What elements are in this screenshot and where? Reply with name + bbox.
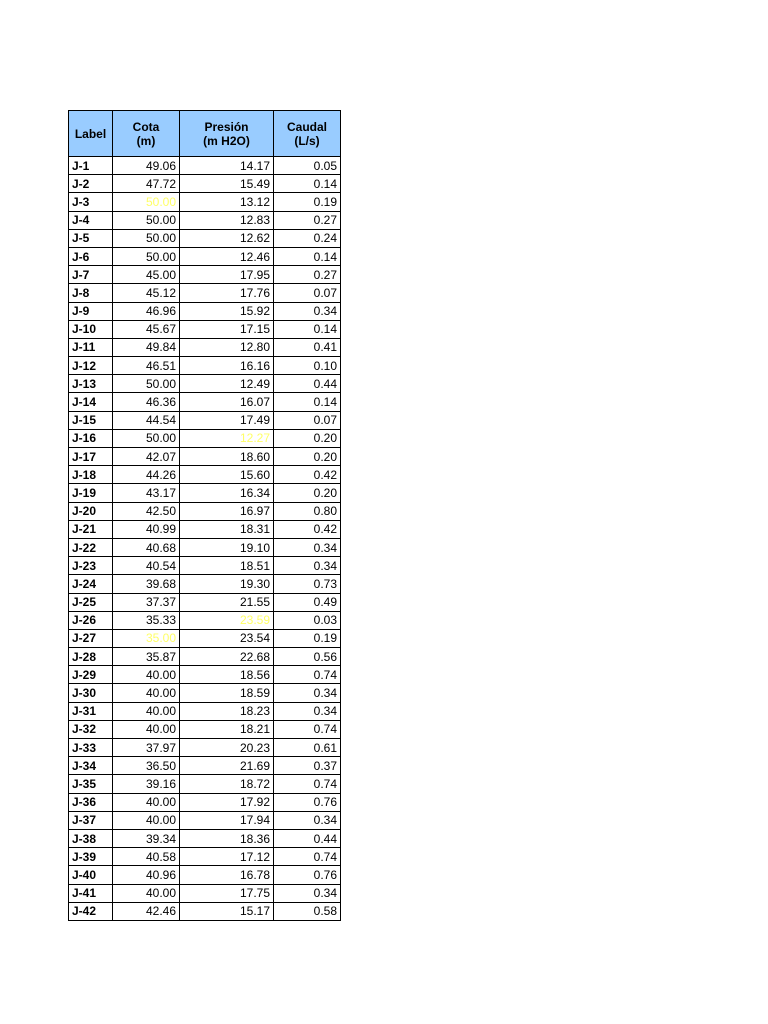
- cell-cota: 40.00: [113, 666, 180, 684]
- cell-label: J-8: [69, 284, 113, 302]
- cell-cota: 50.00: [113, 247, 180, 265]
- table-row: [69, 702, 341, 720]
- header-presion: Presión (m H2O): [180, 111, 274, 157]
- cell-caudal: 0.73: [274, 575, 341, 593]
- cell-presion: 16.97: [180, 502, 274, 520]
- table-row: [69, 357, 341, 375]
- table-row: [69, 375, 341, 393]
- cell-cota: 40.00: [113, 720, 180, 738]
- table-row: [69, 629, 341, 647]
- table-row: [69, 866, 341, 884]
- cell-presion: 21.55: [180, 593, 274, 611]
- cell-caudal: 0.74: [274, 720, 341, 738]
- cell-presion: 15.49: [180, 175, 274, 193]
- cell-cota: 50.00: [113, 193, 180, 211]
- cell-label: J-2: [69, 175, 113, 193]
- cell-caudal: 0.34: [274, 302, 341, 320]
- table-row: [69, 429, 341, 447]
- cell-caudal: 0.76: [274, 866, 341, 884]
- cell-cota: 50.00: [113, 429, 180, 447]
- cell-label: J-17: [69, 448, 113, 466]
- table-row: [69, 684, 341, 702]
- table-row: [69, 739, 341, 757]
- table-row: [69, 757, 341, 775]
- cell-caudal: 0.80: [274, 502, 341, 520]
- cell-cota: 40.54: [113, 557, 180, 575]
- cell-presion: 18.36: [180, 829, 274, 847]
- cell-cota: 42.46: [113, 902, 180, 920]
- cell-label: J-5: [69, 229, 113, 247]
- cell-cota: 46.36: [113, 393, 180, 411]
- cell-label: J-14: [69, 393, 113, 411]
- cell-cota: 40.00: [113, 793, 180, 811]
- table-row: [69, 266, 341, 284]
- cell-cota: 40.68: [113, 538, 180, 556]
- cell-label: J-21: [69, 520, 113, 538]
- table-row: [69, 793, 341, 811]
- cell-caudal: 0.34: [274, 538, 341, 556]
- cell-caudal: 0.27: [274, 266, 341, 284]
- cell-presion: 17.15: [180, 320, 274, 338]
- table-row: [69, 520, 341, 538]
- cell-label: J-41: [69, 884, 113, 902]
- cell-label: J-15: [69, 411, 113, 429]
- cell-cota: 47.72: [113, 175, 180, 193]
- cell-presion: 18.56: [180, 666, 274, 684]
- cell-caudal: 0.34: [274, 702, 341, 720]
- cell-presion: 17.76: [180, 284, 274, 302]
- table-row: [69, 666, 341, 684]
- table-row: [69, 502, 341, 520]
- table-row: [69, 229, 341, 247]
- cell-cota: 42.07: [113, 448, 180, 466]
- table-row: [69, 902, 341, 920]
- cell-caudal: 0.20: [274, 429, 341, 447]
- cell-caudal: 0.34: [274, 884, 341, 902]
- cell-presion: 18.59: [180, 684, 274, 702]
- cell-caudal: 0.41: [274, 338, 341, 356]
- table-row: [69, 302, 341, 320]
- cell-cota: 43.17: [113, 484, 180, 502]
- cell-presion: 15.60: [180, 466, 274, 484]
- cell-caudal: 0.20: [274, 448, 341, 466]
- cell-label: J-1: [69, 157, 113, 175]
- cell-cota: 49.06: [113, 157, 180, 175]
- cell-label: J-7: [69, 266, 113, 284]
- cell-cota: 37.97: [113, 739, 180, 757]
- cell-label: J-34: [69, 757, 113, 775]
- table-row: [69, 157, 341, 175]
- cell-caudal: 0.19: [274, 193, 341, 211]
- cell-caudal: 0.49: [274, 593, 341, 611]
- cell-presion: 12.80: [180, 338, 274, 356]
- junction-results-table: [68, 110, 341, 921]
- table-row: [69, 829, 341, 847]
- cell-presion: 17.94: [180, 811, 274, 829]
- cell-cota: 39.68: [113, 575, 180, 593]
- table-row: [69, 338, 341, 356]
- cell-cota: 50.00: [113, 375, 180, 393]
- cell-presion: 12.27: [180, 429, 274, 447]
- cell-label: J-13: [69, 375, 113, 393]
- table-row: [69, 393, 341, 411]
- cell-caudal: 0.61: [274, 739, 341, 757]
- cell-cota: 36.50: [113, 757, 180, 775]
- cell-caudal: 0.74: [274, 775, 341, 793]
- table-row: [69, 884, 341, 902]
- cell-caudal: 0.24: [274, 229, 341, 247]
- table-row: [69, 538, 341, 556]
- table-row: [69, 193, 341, 211]
- cell-caudal: 0.05: [274, 157, 341, 175]
- cell-caudal: 0.58: [274, 902, 341, 920]
- cell-cota: 44.54: [113, 411, 180, 429]
- cell-label: J-33: [69, 739, 113, 757]
- cell-label: J-40: [69, 866, 113, 884]
- cell-cota: 44.26: [113, 466, 180, 484]
- cell-label: J-35: [69, 775, 113, 793]
- cell-presion: 16.34: [180, 484, 274, 502]
- cell-presion: 21.69: [180, 757, 274, 775]
- cell-presion: 17.75: [180, 884, 274, 902]
- cell-presion: 23.54: [180, 629, 274, 647]
- cell-caudal: 0.07: [274, 284, 341, 302]
- cell-label: J-28: [69, 648, 113, 666]
- cell-caudal: 0.76: [274, 793, 341, 811]
- table-row: [69, 775, 341, 793]
- cell-label: J-32: [69, 720, 113, 738]
- cell-presion: 17.95: [180, 266, 274, 284]
- cell-caudal: 0.37: [274, 757, 341, 775]
- table-row: [69, 320, 341, 338]
- cell-cota: 35.87: [113, 648, 180, 666]
- cell-presion: 16.16: [180, 357, 274, 375]
- cell-cota: 42.50: [113, 502, 180, 520]
- cell-cota: 40.99: [113, 520, 180, 538]
- cell-cota: 40.96: [113, 866, 180, 884]
- cell-label: J-25: [69, 593, 113, 611]
- header-row: [69, 111, 341, 157]
- cell-presion: 15.92: [180, 302, 274, 320]
- cell-presion: 18.21: [180, 720, 274, 738]
- cell-presion: 14.17: [180, 157, 274, 175]
- cell-presion: 16.78: [180, 866, 274, 884]
- cell-label: J-37: [69, 811, 113, 829]
- cell-label: J-22: [69, 538, 113, 556]
- cell-caudal: 0.14: [274, 393, 341, 411]
- cell-caudal: 0.14: [274, 247, 341, 265]
- cell-cota: 46.96: [113, 302, 180, 320]
- table-row: [69, 720, 341, 738]
- cell-cota: 37.37: [113, 593, 180, 611]
- cell-caudal: 0.74: [274, 666, 341, 684]
- cell-caudal: 0.44: [274, 375, 341, 393]
- cell-caudal: 0.03: [274, 611, 341, 629]
- cell-caudal: 0.42: [274, 466, 341, 484]
- cell-presion: 18.60: [180, 448, 274, 466]
- cell-cota: 45.67: [113, 320, 180, 338]
- cell-cota: 39.16: [113, 775, 180, 793]
- cell-label: J-39: [69, 848, 113, 866]
- cell-caudal: 0.56: [274, 648, 341, 666]
- cell-presion: 16.07: [180, 393, 274, 411]
- cell-presion: 19.10: [180, 538, 274, 556]
- cell-label: J-23: [69, 557, 113, 575]
- cell-caudal: 0.44: [274, 829, 341, 847]
- table-row: [69, 484, 341, 502]
- cell-label: J-20: [69, 502, 113, 520]
- cell-presion: 17.49: [180, 411, 274, 429]
- cell-caudal: 0.07: [274, 411, 341, 429]
- cell-presion: 15.17: [180, 902, 274, 920]
- table-row: [69, 811, 341, 829]
- cell-presion: 13.12: [180, 193, 274, 211]
- cell-caudal: 0.14: [274, 320, 341, 338]
- cell-caudal: 0.34: [274, 811, 341, 829]
- cell-caudal: 0.34: [274, 557, 341, 575]
- cell-cota: 45.00: [113, 266, 180, 284]
- cell-caudal: 0.19: [274, 629, 341, 647]
- cell-label: J-9: [69, 302, 113, 320]
- cell-cota: 40.00: [113, 811, 180, 829]
- cell-cota: 49.84: [113, 338, 180, 356]
- cell-presion: 22.68: [180, 648, 274, 666]
- table-row: [69, 611, 341, 629]
- cell-presion: 18.51: [180, 557, 274, 575]
- cell-caudal: 0.20: [274, 484, 341, 502]
- header-label: Label: [69, 111, 113, 157]
- cell-label: J-10: [69, 320, 113, 338]
- table-row: [69, 648, 341, 666]
- header-caudal: Caudal (L/s): [274, 111, 341, 157]
- header-cota: Cota (m): [113, 111, 180, 157]
- cell-presion: 18.31: [180, 520, 274, 538]
- cell-label: J-30: [69, 684, 113, 702]
- cell-caudal: 0.74: [274, 848, 341, 866]
- table-row: [69, 575, 341, 593]
- cell-presion: 18.72: [180, 775, 274, 793]
- cell-caudal: 0.10: [274, 357, 341, 375]
- cell-label: J-27: [69, 629, 113, 647]
- table-row: [69, 466, 341, 484]
- cell-cota: 46.51: [113, 357, 180, 375]
- cell-cota: 40.00: [113, 884, 180, 902]
- cell-presion: 17.12: [180, 848, 274, 866]
- cell-cota: 39.34: [113, 829, 180, 847]
- cell-caudal: 0.14: [274, 175, 341, 193]
- cell-presion: 12.49: [180, 375, 274, 393]
- cell-cota: 50.00: [113, 211, 180, 229]
- cell-presion: 23.59: [180, 611, 274, 629]
- table-row: [69, 284, 341, 302]
- cell-label: J-11: [69, 338, 113, 356]
- cell-cota: 50.00: [113, 229, 180, 247]
- table-row: [69, 175, 341, 193]
- cell-caudal: 0.34: [274, 684, 341, 702]
- cell-presion: 18.23: [180, 702, 274, 720]
- cell-label: J-42: [69, 902, 113, 920]
- table-row: [69, 593, 341, 611]
- cell-presion: 12.62: [180, 229, 274, 247]
- cell-label: J-31: [69, 702, 113, 720]
- cell-cota: 40.58: [113, 848, 180, 866]
- table-row: [69, 211, 341, 229]
- cell-cota: 45.12: [113, 284, 180, 302]
- cell-label: J-3: [69, 193, 113, 211]
- cell-presion: 12.83: [180, 211, 274, 229]
- cell-label: J-19: [69, 484, 113, 502]
- cell-cota: 40.00: [113, 684, 180, 702]
- table-row: [69, 448, 341, 466]
- cell-label: J-36: [69, 793, 113, 811]
- cell-cota: 40.00: [113, 702, 180, 720]
- cell-cota: 35.00: [113, 629, 180, 647]
- cell-cota: 35.33: [113, 611, 180, 629]
- cell-label: J-29: [69, 666, 113, 684]
- cell-presion: 19.30: [180, 575, 274, 593]
- table-row: [69, 247, 341, 265]
- cell-caudal: 0.27: [274, 211, 341, 229]
- cell-label: J-38: [69, 829, 113, 847]
- cell-presion: 12.46: [180, 247, 274, 265]
- cell-label: J-6: [69, 247, 113, 265]
- cell-label: J-16: [69, 429, 113, 447]
- cell-label: J-26: [69, 611, 113, 629]
- table-row: [69, 411, 341, 429]
- cell-label: J-4: [69, 211, 113, 229]
- cell-presion: 20.23: [180, 739, 274, 757]
- table-row: [69, 848, 341, 866]
- cell-label: J-18: [69, 466, 113, 484]
- table-row: [69, 557, 341, 575]
- cell-presion: 17.92: [180, 793, 274, 811]
- cell-label: J-12: [69, 357, 113, 375]
- cell-caudal: 0.42: [274, 520, 341, 538]
- cell-label: J-24: [69, 575, 113, 593]
